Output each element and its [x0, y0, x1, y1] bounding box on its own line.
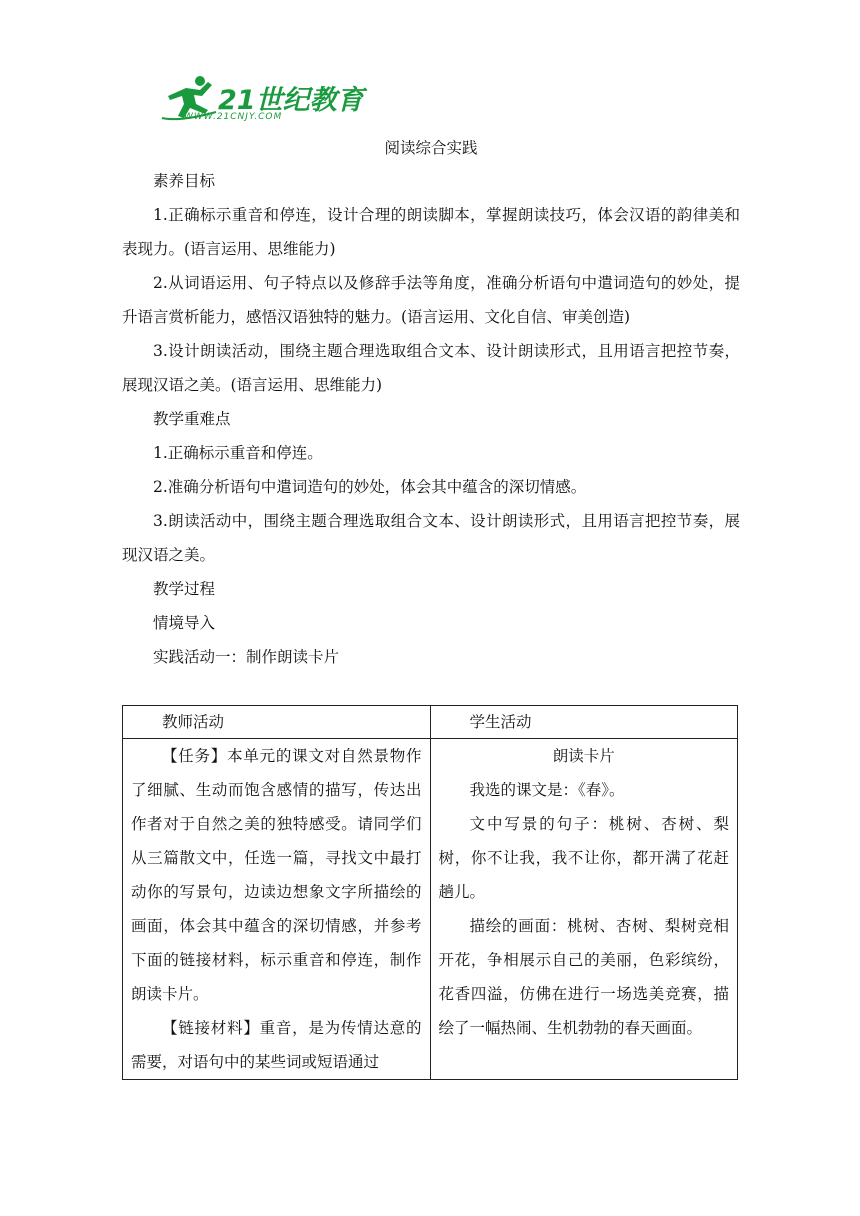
goal-paragraph: 3.设计朗读活动，围绕主题合理选取组合文本、设计朗读形式，且用语言把控节奏，展现汉语之美。(语言运用、思维能力)	[122, 342, 740, 394]
document-title: 阅读综合实践	[384, 139, 478, 157]
section-heading: 实践活动一：制作朗读卡片	[153, 648, 340, 666]
student-text: 我选的课文是：《春》。	[469, 781, 625, 799]
section-heading: 教学重难点	[153, 410, 231, 428]
teacher-material: 【链接材料】重音，是为传情达意的需要，对语句中的某些词或短语通过	[131, 1019, 422, 1071]
goal-paragraph: 1.正确标示重音和停连，设计合理的朗读脚本，掌握朗读技巧，体会汉语的韵律美和表现力。(语言运用、思维能力)	[122, 206, 740, 258]
difficulty-item: 2.准确分析语句中遣词造句的妙处，体会其中蕴含的深切情感。	[153, 478, 587, 496]
teacher-cell	[123, 739, 431, 1080]
header-student: 学生活动	[469, 713, 532, 731]
student-cell	[430, 739, 737, 1080]
student-text: 描绘的画面：桃树、杏树、梨树竞相开花，争相展示自己的美丽，色彩缤纷，花香四溢，仿佛在进行一场选美竞赛，描绘了一幅热闹、生机勃勃的春天画面。	[438, 917, 729, 1037]
document-body	[122, 132, 740, 674]
difficulty-item: 1.正确标示重音和停连。	[153, 444, 323, 462]
header-teacher: 教师活动	[162, 713, 225, 731]
logo	[160, 72, 370, 128]
table-header-cell	[430, 706, 737, 739]
goal-paragraph: 2.从词语运用、句子特点以及修辞手法等角度，准确分析语句中遣词造句的妙处，提升语言赏析能力，感悟汉语独特的魅力。(语言运用、文化自信、审美创造)	[122, 274, 740, 326]
table-header-cell	[123, 706, 431, 739]
section-heading: 素养目标	[153, 172, 216, 190]
logo-url: WWW.21CNJY.COM	[184, 112, 283, 122]
teacher-task: 【任务】本单元的课文对自然景物作了细腻、生动而饱含感情的描写，传达出作者对于自然之美的独特感受。请同学们从三篇散文中，任选一篇，寻找文中最打动你的写景句，边读边想象文字所描绘的画面，体会其中蕴含的深切情感，并参考下面的链接材料，标示重音和停连，制作朗读卡片。	[131, 747, 422, 1003]
table-header-row	[123, 706, 738, 739]
table-row	[123, 739, 738, 1080]
difficulty-item: 3.朗读活动中，围绕主题合理选取组合文本、设计朗读形式，且用语言把控节奏，展现汉语之美。	[122, 512, 740, 564]
section-heading: 情境导入	[153, 614, 216, 632]
card-title: 朗读卡片	[552, 747, 615, 765]
section-heading: 教学过程	[153, 580, 216, 598]
logo-brand: 21世纪教育	[218, 85, 364, 116]
student-text: 文中写景的句子：桃树、杏树、梨树，你不让我，我不让你，都开满了花赶趟儿。	[438, 815, 729, 901]
activity-table	[122, 705, 738, 1080]
